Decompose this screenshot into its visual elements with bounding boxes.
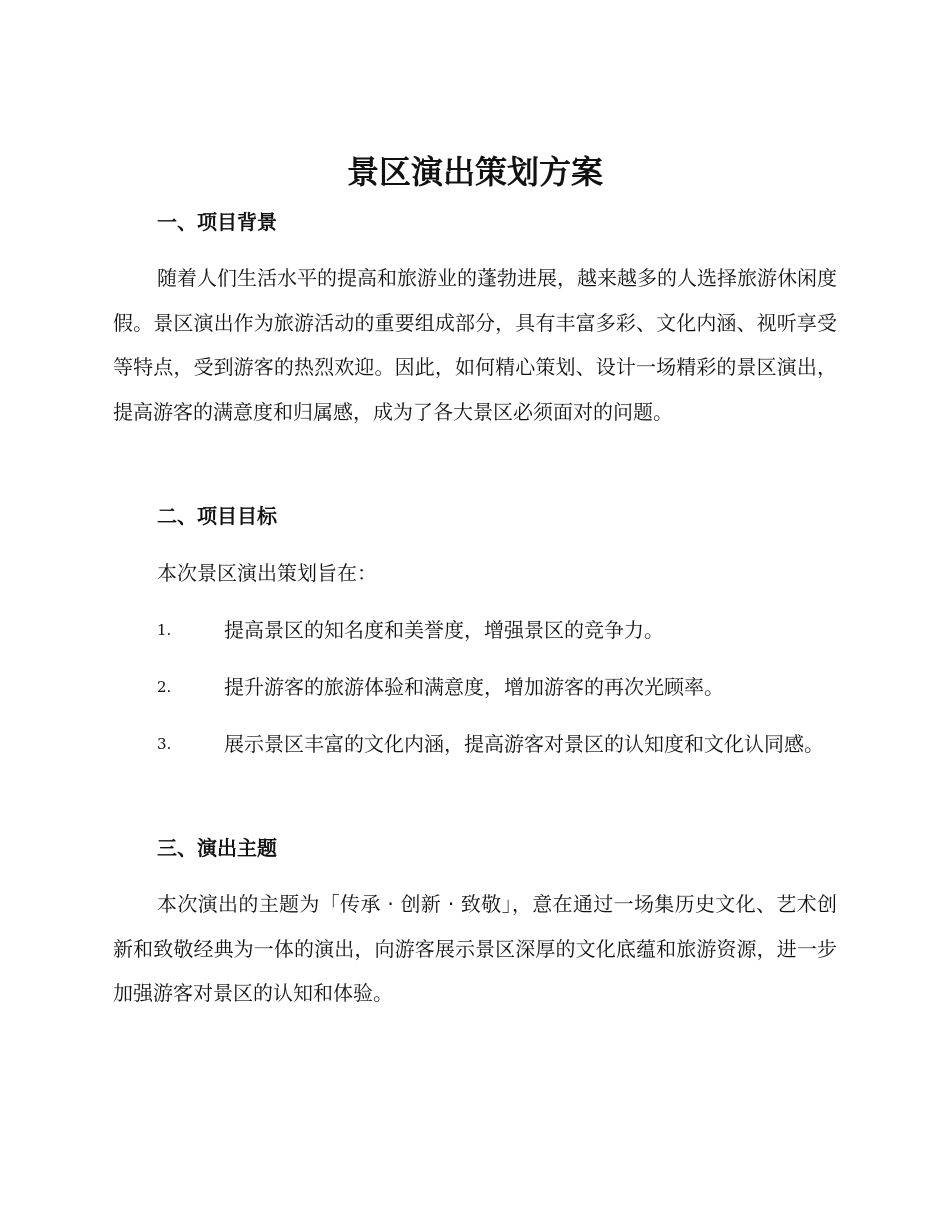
- goal-item-1: [113, 608, 837, 653]
- list-item-text: 提高景区的知名度和美誉度，增强景区的竞争力。: [224, 618, 664, 642]
- section-heading-goals: 二、项目目标: [157, 504, 277, 528]
- section-heading-background: 一、项目背景: [157, 210, 277, 234]
- section-heading-theme: 三、演出主题: [157, 836, 277, 860]
- list-number: 3.: [157, 735, 172, 753]
- background-paragraph: 随着人们生活水平的提高和旅游业的蓬勃进展，越来越多的人选择旅游休闲度假。景区演出作为旅游活动的重要组成部分，具有丰富多彩、文化内涵、视听享受等特点，受到游客的热烈欢迎。因此，如何精心策划、设计一场精彩的景区演出，提高游客的满意度和归属感，成为了各大景区必须面对的问题。: [113, 266, 837, 424]
- list-number: 2.: [157, 678, 172, 696]
- goal-item-2: [113, 665, 837, 710]
- theme-paragraph: 本次演出的主题为「传承 · 创新 · 致敬」，意在通过一场集历史文化、艺术创新和致敬经典为一体的演出，向游客展示景区深厚的文化底蕴和旅游资源，进一步加强游客对景区的认知和体验。: [113, 892, 837, 1005]
- goal-item-3: [113, 722, 837, 767]
- document-title: 景区演出策划方案: [346, 153, 603, 191]
- list-number: 1.: [157, 621, 172, 639]
- goals-intro: 本次景区演出策划旨在：: [157, 561, 377, 585]
- list-item-text: 提升游客的旅游体验和满意度，增加游客的再次光顾率。: [224, 675, 724, 699]
- list-item-text: 展示景区丰富的文化内涵，提高游客对景区的认知度和文化认同感。: [224, 732, 824, 756]
